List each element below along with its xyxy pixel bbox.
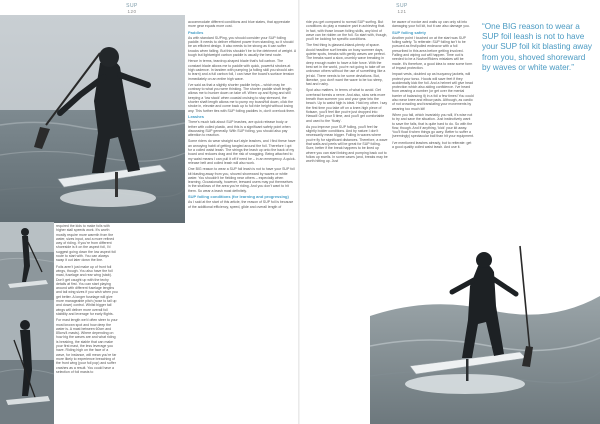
paragraph: required the kids to make foils with higher stall speeds work. It’s worth mostly require more warmth from the water, sizes input, and a more refined way of riding. If you’re from different shoreside is it on the aspect foil, I’d suggest going down the low aspect foil route to start with. You can always swap it out later down the line. [56, 224, 116, 263]
right-column-2 [392, 20, 474, 230]
subheading-paddles: Paddles [188, 29, 204, 35]
paragraph: Foils aren’t just make up of front foil wings, though. You also have the foil mast, fuselage and rear wing (stab). Don’t get caught up with the techy details at first. You can start playing around with different fuselage lengths and tail wing sizes if you wish when you get better. A longer fuselage will give more manageable pitch (nose to tail up and down) control. Whilst bigger tail wings will deliver more overall foil stability and leverage for early flights. [56, 264, 118, 316]
right-column-1 [306, 20, 388, 230]
shore-rider-illustration [0, 300, 54, 424]
flying-foil-illustration [370, 226, 600, 424]
paragraph: Another point I touched on at the start was SUP foiling safety. To reiterate: SUP foiling isn’t to be pursued as first/pulled endeavor with a foil prescribed in this area before getting involved. Falling and wiping out will happen. Time out is needed to be a Novice/Riders mistakes will be made. It’s therefore, a good idea to wear some form of impact protection. [392, 35, 473, 70]
left-section-label: SUP [126, 3, 138, 9]
left-page-number: 120 [127, 9, 137, 14]
paragraph: Hence in terms, teardrop-shaped blade that’s full carbon. The constant blade allows me to paddle with quick, powerful strokes at high cadence. In tandem with pumping (a foiling skill you should aim to learn) and a full carbon foil, I can have the board’s surface tension immediately on an entire high wave. [188, 59, 295, 81]
paragraph: There’s much talk about SUP leashes, are quick release body or tether with coiled plastic, and this is a significant safety point when discussing SUP generally. With SUP foiling, you should also pay attention to reaction. [188, 120, 291, 138]
pull-quote: “One BIG reason to wear a SUP foil leash is not to have your SUP foil kit blasting away from you, shoved shoreward by waves or white water.” [482, 22, 592, 72]
paragraph: The first thing is glassed-inland-plenty of space. Avoid headline surf breaks on busy summer days, quieter spots, breaks with gently waves are perfect. The breaks want a slow, crumbly wave breaking in deep enough water to have a tide force. With the best set in the world, you’re not going to take off on unknown others without the use of something like a jet ski. There needs to be some deviations. But, likewise, you don’t want the wave to be too steep, fast and rushy. [306, 43, 386, 87]
paragraph: be aware of novice and waits up can only sit into damaging your foil kit, but it can also damage you. [392, 20, 470, 29]
foiling-rider-illustration [0, 15, 185, 223]
beginner-rider-photo [0, 222, 54, 300]
shore-rider-photo [0, 300, 54, 424]
paragraph: Some riders do wear straight surf-style leashes, and I find these have an annoying habit of getting tangled around the foil. Therefore I opt for a coiled waist leash. The strings the leash up onto the back of my board and reduces drag and the risk of snagging. Being attached to my waist means I can pull it off if need be – in an emergency. A quick-release belt and coiled leash will also work. [188, 139, 296, 165]
left-column-1 [56, 224, 118, 420]
paragraph: One BIG reason to wear a SUP foil leash is not to have your SUP foil kit blasting away from you, shoved shoreward by waves or white water. You shouldn’t be fielding near others – especially when learning. Occasionally, however, leeward users may put themselves in the shallows of the area you’re riding. And you don’t want to hit them. So wear a leash most definitely. [188, 167, 295, 193]
paragraph: As with standard SUPing, you should consider your SUP foiling paddle. It needs to deliver efficient power from standing, so it should be an efficient design. It also needs to be strong as it can suffer knocks when falling. But this shouldn’t be to the detriment of weight. A tough but lightweight carbon paddle is usually the best route. [188, 35, 296, 58]
paragraph: Spot also matters. In terms of what to avoid. Get overhead forests a nerve. And also, slow sets more breath than summer you and your gear into the beach. Up to waist high is ideal. Hold my other. I say the first time you take off on a knee-high piece of flotsam, you’ll feel like you’re just dropped into Hawaii! Get your 5 time, and you’ll get comfortable and used to the ‘floaty’. [306, 88, 388, 123]
paragraph: Impact vests, doubled up as buoyancy jackets, will protect your torso. Hoods will save feet if they accidentally kick the foil. And a helmet will give head protection which also aiding confidence. I’ve heard from wearing a number (or get over the mental barrier of balancing it) in a foil a few times! You could also wear knee and elbow pads. Although, as cardio of not crowding and translating your movements by wearing too much kit! [392, 72, 474, 111]
paragraph: I’ve said as that a slightly shorter paddle helps – which may be contrary to what you were thinking. The shorter paddle shaft length allows me to hunker down on take off. When up and flying and still keeping a ‘low stack’ when coastal cruising to stay stressed, the shorter shaft length allows me to pump my board/foil down, click the stroke in, elevate and come back up to full ride height without losing any. This further ties with SUP foiling paddles in, don’t overlook them. [188, 82, 296, 113]
paragraph: As you improve your SUP foiling, you’ll feel far slightly bolder conditions. And by nature I don’t necessarily mean bigger. Foiling in waves where you’re fly for significant distances. Therefore, a wave that walls and peels will be great for SUP foiling. Sure, better if the break happens to be lined up where you can start linking and pumping back out to follow up swells. In some cases (and, breaks may be worth hitting up. Just [306, 124, 388, 164]
left-column-2 [188, 20, 296, 420]
paragraph: When you fall, which invariably you will, it’s wise not to try and save the situation. Just instinctively want to save the falls, that is quite hard to do. So with the flow, though. And if anything, ‘kick’ your kit away. You’ll float it when things go awry. Better to suffer a (seemingly) spectacular bail than hit your equipment. [392, 112, 474, 139]
paragraph: As I said at the start of this article, the reason of SUP foil is because of the additional efficiency, speed, glide and overall length of [188, 200, 294, 209]
left-page-header [112, 3, 152, 14]
paragraph: I’ve mentioned leashes already, but to reiterate: get a good quality coiled waist leash. And use it. [392, 140, 472, 150]
right-page-number: 121 [397, 9, 407, 14]
right-section-label: SUP [396, 3, 408, 9]
paragraph: For mast length we’d often steer to your most known spot and how deep the water is. A mast between 60cm and 85cm/4 masts). Where depending on how big the waves are and what riding is breaking, the stable that can make your first mast, the less leverage you have. Riding high on the face of a wave, for instance, will mean you’re far more likely to experience breaching of the front wing (your foil pop) and suffer crashes as a result. You could have a selection of foil masts to [56, 318, 118, 374]
subheading-leashes: Leashes [188, 113, 205, 119]
paragraph: accommodate different conditions and blue states, that appreciate more gear equals more cost. [188, 20, 291, 29]
beginner-rider-illustration [0, 222, 54, 300]
subheading-conditions: SUP foiling conditions (for learning and progressing) [188, 193, 289, 199]
flying-foil-photo [370, 226, 600, 424]
paragraph: ride you get compared to normal SUP surfing. But conditions do play a massive part in achieving that. In fact, with those known foiling skills, any kind of wave can be ridden on the foil. So start with, though, you’ll be looking for specific conditions. [306, 20, 388, 42]
subheading-safety: SUP foiling safety [392, 29, 426, 35]
foiling-rider-photo [0, 15, 185, 223]
right-page-header [382, 3, 422, 14]
